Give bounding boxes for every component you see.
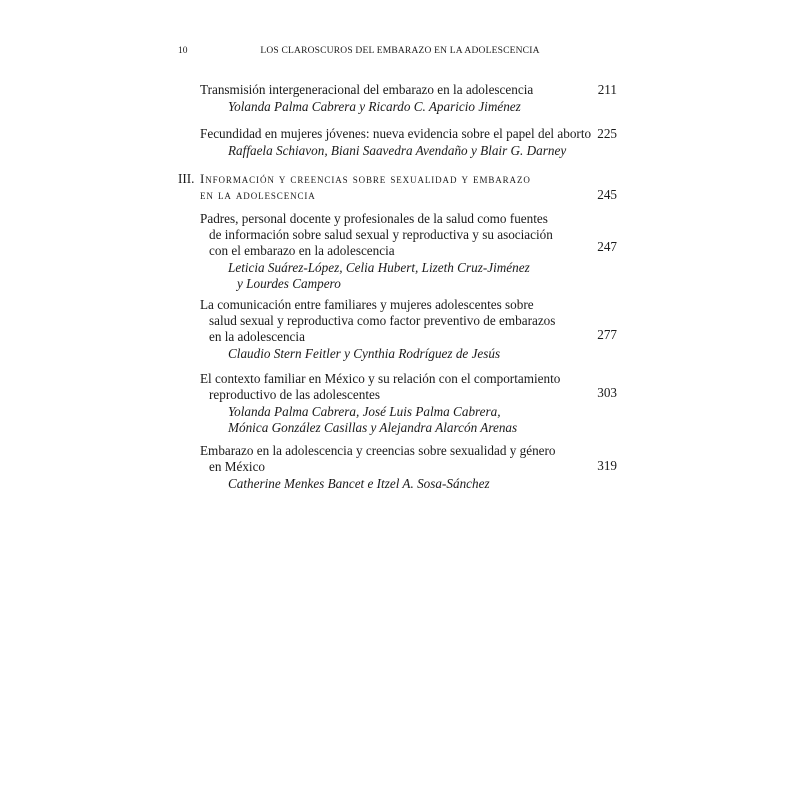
toc-entry-authors [200, 476, 617, 492]
author-line: Yolanda Palma Cabrera, José Luis Palma Cabrera, [228, 404, 501, 419]
section-numeral: III. [178, 171, 195, 186]
title-line: salud sexual y reproductiva como factor preventivo de embarazos [209, 313, 556, 328]
title-line: La comunicación entre familiares y mujeres adolescentes sobre [200, 297, 534, 312]
title-line: Transmisión intergeneracional del embarazo en la adolescencia [200, 82, 534, 97]
toc-entry[interactable] [200, 82, 617, 115]
toc-entry[interactable] [200, 126, 617, 159]
title-line: de información sobre salud sexual y reproductiva y su asociación [209, 227, 553, 242]
author-line: y Lourdes Campero [237, 276, 341, 291]
title-line: reproductivo de las adolescentes [209, 387, 381, 402]
toc-entry-title [200, 443, 590, 475]
title-line: en la adolescencia [209, 329, 305, 344]
author-line: Leticia Suárez-López, Celia Hubert, Lizeth Cruz-Jiménez [228, 260, 530, 275]
toc-entry-page: 225 [597, 126, 617, 141]
toc-entry-page: 277 [597, 327, 617, 342]
toc-entry[interactable] [200, 297, 617, 362]
title-line: Padres, personal docente y profesionales de la salud como fuentes [200, 211, 548, 226]
section-page: 245 [597, 187, 617, 202]
title-line: Embarazo en la adolescencia y creencias sobre sexualidad y género [200, 443, 556, 458]
page-number: 10 [178, 46, 188, 56]
toc-entry-page: 303 [597, 385, 617, 400]
author-line: Claudio Stern Feitler y Cynthia Rodríguez de Jesús [228, 346, 501, 361]
toc-entry-authors [200, 404, 617, 436]
title-line: con el embarazo en la adolescencia [209, 243, 395, 258]
toc-entry-authors [200, 143, 617, 159]
toc-entry[interactable] [200, 211, 617, 292]
author-line: Raffaela Schiavon, Biani Saavedra Avendaño y Blair G. Darney [228, 143, 567, 158]
section-title-line: Información y creencias sobre sexualidad y embarazo [200, 171, 531, 186]
toc-entry-authors [200, 260, 617, 292]
toc-entry-page: 319 [597, 458, 617, 473]
author-line: Mónica González Casillas y Alejandra Alarcón Arenas [228, 420, 518, 435]
title-line: Fecundidad en mujeres jóvenes: nueva evidencia sobre el papel del aborto [200, 126, 592, 141]
running-title: LOS CLAROSCUROS DEL EMBARAZO EN LA ADOLESCENCIA [260, 46, 540, 56]
title-line: El contexto familiar en México y su relación con el comportamiento [200, 371, 561, 386]
toc-entry-title [200, 82, 590, 98]
toc-entry-title [200, 126, 590, 142]
author-line: Catherine Menkes Bancet e Itzel A. Sosa-Sánchez [228, 476, 490, 491]
toc-entry-authors [200, 99, 617, 115]
section-title-line: en la adolescencia [200, 187, 316, 202]
author-line: Yolanda Palma Cabrera y Ricardo C. Aparicio Jiménez [228, 99, 521, 114]
toc-entry-page: 247 [597, 239, 617, 254]
toc-entry-title [200, 297, 590, 345]
title-line: en México [209, 459, 266, 474]
toc-entry-title [200, 371, 590, 403]
toc-entry-title [200, 211, 590, 259]
toc-entry[interactable] [200, 443, 617, 492]
toc-entry-authors [200, 346, 617, 362]
toc-entry[interactable] [200, 371, 617, 436]
page-header [178, 44, 622, 58]
toc-entry-page: 211 [597, 82, 617, 97]
section-title [200, 171, 560, 203]
